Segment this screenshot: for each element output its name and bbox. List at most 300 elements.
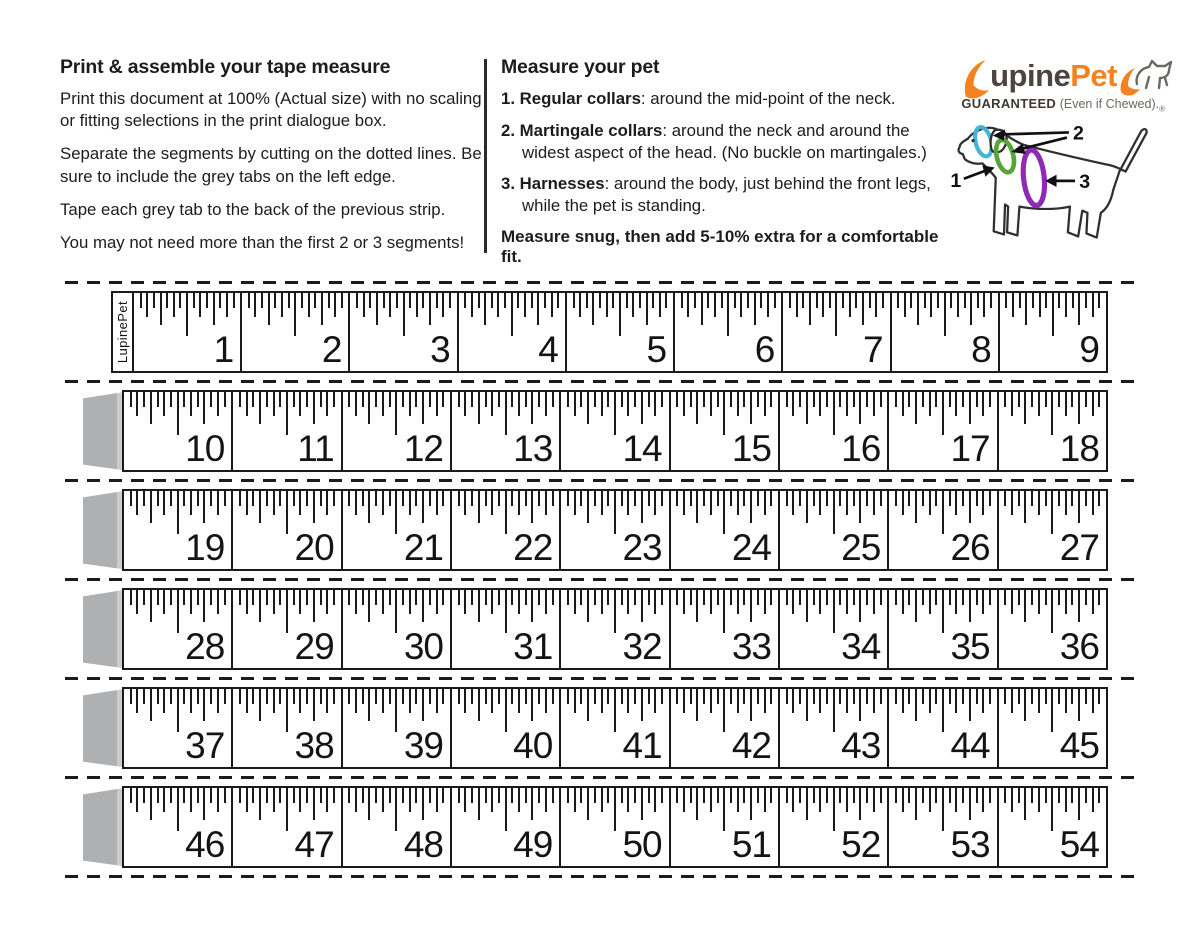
tick-mark xyxy=(497,293,499,316)
inch-cell xyxy=(780,788,889,866)
inch-number: 31 xyxy=(513,626,553,668)
tick-mark xyxy=(422,590,424,622)
tick-mark xyxy=(607,491,609,506)
tick-mark xyxy=(924,293,926,308)
inch-number: 52 xyxy=(841,824,881,866)
inch-number: 27 xyxy=(1059,527,1099,569)
tick-mark xyxy=(1018,689,1020,704)
tick-mark xyxy=(1045,590,1047,605)
tick-mark xyxy=(206,293,208,308)
tick-mark xyxy=(1011,689,1013,712)
tick-mark xyxy=(471,788,473,803)
tick-mark xyxy=(866,491,868,506)
inch-cell xyxy=(561,392,670,470)
tick-mark xyxy=(1072,293,1074,308)
tick-mark xyxy=(714,293,716,316)
ruler-segment xyxy=(65,687,1140,769)
tick-mark xyxy=(183,689,185,704)
tick-mark xyxy=(822,293,824,316)
tick-mark xyxy=(1065,392,1067,415)
inch-cell xyxy=(343,788,452,866)
tick-mark xyxy=(306,491,308,506)
tick-mark xyxy=(314,293,316,308)
tick-mark xyxy=(299,392,301,415)
tick-mark xyxy=(786,689,788,704)
tick-mark xyxy=(853,491,855,506)
tick-mark xyxy=(326,590,328,613)
tick-mark xyxy=(170,788,172,803)
dog-icon xyxy=(1119,58,1175,102)
tick-mark xyxy=(525,590,527,605)
tick-mark xyxy=(648,491,650,506)
tick-mark xyxy=(266,788,268,803)
tick-mark xyxy=(627,788,629,811)
inch-cell xyxy=(452,788,561,866)
guaranteed-text: GUARANTEED xyxy=(961,96,1057,111)
tick-mark xyxy=(607,392,609,407)
item-lead: Harnesses xyxy=(519,174,605,194)
tick-mark xyxy=(217,392,219,415)
tick-mark xyxy=(1024,590,1026,622)
tick-mark xyxy=(915,491,917,523)
tick-mark xyxy=(458,788,460,803)
tick-mark xyxy=(829,293,831,308)
tick-mark xyxy=(982,590,984,613)
tick-mark xyxy=(299,590,301,613)
tick-mark xyxy=(627,491,629,514)
tick-mark xyxy=(866,788,868,803)
tick-mark xyxy=(1085,590,1087,605)
tick-mark xyxy=(375,392,377,407)
tick-mark xyxy=(415,788,417,803)
tick-mark xyxy=(789,293,791,308)
tick-mark xyxy=(942,491,944,534)
tick-mark xyxy=(538,788,540,803)
tick-mark xyxy=(274,293,276,308)
tick-mark xyxy=(1092,590,1094,613)
tick-mark xyxy=(239,392,241,407)
tick-mark xyxy=(210,689,212,704)
tick-mark xyxy=(210,788,212,803)
brand-label-box xyxy=(113,293,134,371)
tick-mark xyxy=(217,590,219,613)
inch-cell xyxy=(889,392,998,470)
inch-number: 42 xyxy=(731,725,771,767)
tick-mark xyxy=(743,590,745,605)
tick-mark xyxy=(839,392,841,407)
tick-mark xyxy=(1018,392,1020,407)
tick-mark xyxy=(627,392,629,415)
tick-mark xyxy=(273,788,275,811)
tick-mark xyxy=(375,689,377,704)
inch-number: 41 xyxy=(622,725,662,767)
inch-number: 13 xyxy=(513,428,553,470)
inch-number: 30 xyxy=(403,626,443,668)
tick-mark xyxy=(252,491,254,506)
tick-mark xyxy=(619,293,621,336)
tick-mark xyxy=(538,689,540,704)
tick-mark xyxy=(246,392,248,415)
inch-number: 50 xyxy=(622,824,662,866)
tick-mark xyxy=(661,491,663,506)
tick-mark xyxy=(802,293,804,308)
tick-mark xyxy=(717,392,719,407)
tick-mark xyxy=(696,392,698,424)
tick-mark xyxy=(976,788,978,803)
tick-mark xyxy=(415,689,417,704)
tick-mark xyxy=(835,293,837,336)
tick-mark xyxy=(1005,293,1007,308)
inch-number: 26 xyxy=(950,527,990,569)
tick-mark xyxy=(614,689,616,732)
tick-mark xyxy=(880,788,882,803)
inch-cell xyxy=(780,689,889,767)
tick-mark xyxy=(313,590,315,622)
tick-mark xyxy=(632,293,634,316)
tick-mark xyxy=(177,590,179,633)
tick-mark xyxy=(839,689,841,704)
tick-mark xyxy=(982,491,984,514)
tick-mark xyxy=(942,590,944,633)
glue-tab xyxy=(83,590,123,668)
tick-mark xyxy=(626,293,628,308)
tick-mark xyxy=(333,590,335,605)
inch-cell xyxy=(452,491,561,569)
brand-and-diagram xyxy=(949,56,1183,254)
tick-mark xyxy=(703,491,705,506)
tick-mark xyxy=(809,293,811,325)
tick-mark xyxy=(498,590,500,605)
tick-mark xyxy=(813,689,815,704)
tick-mark xyxy=(648,590,650,605)
tick-mark xyxy=(976,491,978,506)
cut-line xyxy=(65,380,1140,383)
inch-cell xyxy=(452,392,561,470)
tick-mark xyxy=(538,590,540,605)
tick-mark xyxy=(839,590,841,605)
inch-cell xyxy=(124,392,233,470)
tick-mark xyxy=(313,689,315,721)
tick-mark xyxy=(375,788,377,803)
tick-mark xyxy=(1092,788,1094,811)
tick-mark xyxy=(806,392,808,424)
tick-mark xyxy=(969,491,971,523)
tick-mark xyxy=(676,491,678,506)
tick-mark xyxy=(368,788,370,820)
measuring-instructions xyxy=(487,56,949,267)
tick-mark xyxy=(859,491,861,523)
tick-mark xyxy=(308,293,310,316)
tick-mark xyxy=(415,590,417,605)
tick-mark xyxy=(955,590,957,613)
tick-mark xyxy=(1058,392,1060,407)
tick-mark xyxy=(737,590,739,613)
tick-mark xyxy=(701,293,703,325)
tick-mark xyxy=(356,293,358,308)
tick-mark xyxy=(518,788,520,811)
tick-mark xyxy=(157,689,159,704)
lupine-swoosh-icon xyxy=(964,58,990,100)
inch-number: 1 xyxy=(213,329,234,371)
tick-mark xyxy=(170,689,172,704)
tick-mark xyxy=(239,590,241,605)
tick-mark xyxy=(395,689,397,732)
inch-cell xyxy=(999,491,1106,569)
tick-mark xyxy=(743,689,745,704)
tick-mark xyxy=(683,491,685,514)
inch-cell xyxy=(999,788,1106,866)
tick-mark xyxy=(1071,491,1073,506)
inch-cell xyxy=(671,392,780,470)
tick-mark xyxy=(1024,788,1026,820)
tick-mark xyxy=(518,590,520,613)
tick-mark xyxy=(764,590,766,613)
tick-mark xyxy=(895,788,897,803)
cut-line xyxy=(65,479,1140,482)
tick-mark xyxy=(949,491,951,506)
inch-number: 44 xyxy=(950,725,990,767)
tick-mark xyxy=(949,788,951,803)
inch-number: 54 xyxy=(1059,824,1099,866)
tick-mark xyxy=(177,392,179,435)
tick-mark xyxy=(537,293,539,325)
inch-number: 35 xyxy=(950,626,990,668)
inch-cell xyxy=(134,293,242,371)
tick-mark xyxy=(402,491,404,506)
tick-mark xyxy=(383,293,385,308)
tick-mark xyxy=(179,293,181,308)
tick-mark xyxy=(792,689,794,712)
tick-mark xyxy=(770,392,772,407)
tick-mark xyxy=(723,590,725,633)
tick-mark xyxy=(362,392,364,407)
tick-mark xyxy=(1078,788,1080,820)
tick-mark xyxy=(409,590,411,613)
tick-mark xyxy=(922,392,924,407)
tick-mark xyxy=(1024,689,1026,721)
tick-mark xyxy=(246,491,248,514)
tick-mark xyxy=(293,491,295,506)
tick-mark xyxy=(964,293,966,308)
tick-mark xyxy=(962,392,964,407)
tick-mark xyxy=(409,788,411,811)
tick-mark xyxy=(587,689,589,721)
inch-number: 14 xyxy=(622,428,662,470)
tick-mark xyxy=(279,689,281,704)
tick-mark xyxy=(1045,491,1047,506)
tick-mark xyxy=(259,590,261,622)
tick-mark xyxy=(846,590,848,613)
inch-number: 23 xyxy=(622,527,662,569)
tick-mark xyxy=(873,590,875,613)
tick-mark xyxy=(320,392,322,407)
tick-mark xyxy=(239,689,241,704)
tick-mark xyxy=(531,293,533,308)
tick-mark xyxy=(833,491,835,534)
tick-mark xyxy=(567,590,569,605)
tick-mark xyxy=(190,689,192,712)
tick-mark xyxy=(707,293,709,308)
tick-mark xyxy=(1051,689,1053,732)
tick-mark xyxy=(252,689,254,704)
inch-cell xyxy=(889,788,998,866)
inch-cell xyxy=(233,788,342,866)
tick-mark xyxy=(750,689,752,721)
inch-cell xyxy=(124,590,233,668)
tick-mark xyxy=(491,392,493,415)
inch-cell xyxy=(452,689,561,767)
tick-mark xyxy=(641,590,643,622)
tick-mark xyxy=(743,491,745,506)
tick-mark xyxy=(478,392,480,424)
tick-mark xyxy=(203,788,205,820)
inch-cell xyxy=(561,788,670,866)
tick-mark xyxy=(866,689,868,704)
tick-mark xyxy=(910,293,912,308)
tick-mark xyxy=(150,590,152,622)
tick-mark xyxy=(1018,788,1020,803)
tick-mark xyxy=(130,491,132,506)
tick-mark xyxy=(266,689,268,704)
tick-mark xyxy=(580,788,582,803)
assembly-paragraph: Print this document at 100% (Actual size) with no scaling or fitting selections in the print dialogue box. xyxy=(60,89,482,131)
tick-mark xyxy=(683,392,685,415)
inch-cell xyxy=(999,689,1106,767)
tick-mark xyxy=(723,689,725,732)
tick-mark xyxy=(723,788,725,831)
tick-mark xyxy=(917,293,919,325)
tick-mark xyxy=(915,392,917,424)
tick-mark xyxy=(587,491,589,523)
tick-mark xyxy=(654,590,656,613)
tick-mark xyxy=(478,293,480,308)
inch-cell xyxy=(999,392,1106,470)
tick-mark xyxy=(333,491,335,506)
tick-mark xyxy=(150,392,152,424)
tick-mark xyxy=(409,491,411,514)
tick-mark xyxy=(552,491,554,506)
tick-mark xyxy=(1085,293,1087,308)
item-text: : around the body, just behind the front legs, while the pet is standing. xyxy=(522,174,931,216)
tick-mark xyxy=(429,590,431,605)
tick-mark xyxy=(355,590,357,613)
tick-mark xyxy=(369,293,371,308)
tick-mark xyxy=(813,491,815,506)
tick-mark xyxy=(592,293,594,325)
tick-mark xyxy=(1058,788,1060,803)
tick-mark xyxy=(478,590,480,622)
item-number: 1. xyxy=(501,89,515,108)
tick-mark xyxy=(246,689,248,712)
tick-mark xyxy=(652,293,654,308)
tick-mark xyxy=(416,293,418,316)
tick-mark xyxy=(517,293,519,308)
tick-mark xyxy=(177,689,179,732)
tick-mark xyxy=(970,293,972,325)
tick-mark xyxy=(143,590,145,605)
cut-line xyxy=(65,776,1140,779)
tick-mark xyxy=(717,491,719,506)
inch-number: 43 xyxy=(841,725,881,767)
tick-mark xyxy=(915,590,917,622)
tick-mark xyxy=(902,392,904,415)
tick-mark xyxy=(770,590,772,605)
tick-mark xyxy=(210,491,212,506)
tick-mark xyxy=(402,590,404,605)
tick-mark xyxy=(696,689,698,721)
tick-mark xyxy=(661,392,663,407)
tick-mark xyxy=(1065,293,1067,316)
tick-mark xyxy=(375,590,377,605)
tick-mark xyxy=(333,689,335,704)
tick-mark xyxy=(935,689,937,704)
tick-mark xyxy=(846,788,848,811)
tick-mark xyxy=(389,788,391,803)
tick-mark xyxy=(915,689,917,721)
tick-mark xyxy=(621,392,623,407)
tick-mark xyxy=(368,491,370,523)
tick-mark xyxy=(293,392,295,407)
tick-mark xyxy=(436,293,438,308)
inch-number: 40 xyxy=(513,725,553,767)
tick-mark xyxy=(962,689,964,704)
tick-mark xyxy=(641,491,643,523)
tick-mark xyxy=(224,590,226,605)
tick-mark xyxy=(409,293,411,308)
tick-mark xyxy=(1071,788,1073,803)
tick-mark xyxy=(203,689,205,721)
inch-cell xyxy=(242,293,350,371)
tick-mark xyxy=(621,590,623,605)
tick-mark xyxy=(545,392,547,415)
tick-mark xyxy=(607,590,609,605)
tick-mark xyxy=(580,392,582,407)
tick-mark xyxy=(333,392,335,407)
inch-cell xyxy=(892,293,1000,371)
inch-cell xyxy=(233,392,342,470)
tick-mark xyxy=(199,293,201,316)
tick-mark xyxy=(279,788,281,803)
tick-mark xyxy=(786,491,788,506)
tick-mark xyxy=(757,689,759,704)
tick-mark xyxy=(471,392,473,407)
tick-mark xyxy=(382,392,384,415)
tick-mark xyxy=(696,590,698,622)
tick-mark xyxy=(531,689,533,721)
tick-mark xyxy=(498,788,500,803)
tick-mark xyxy=(484,293,486,325)
tick-mark xyxy=(690,392,692,407)
tick-mark xyxy=(606,293,608,316)
tick-mark xyxy=(458,392,460,407)
inch-number: 48 xyxy=(403,824,443,866)
tick-mark xyxy=(989,491,991,506)
tick-mark xyxy=(882,293,884,308)
tick-mark xyxy=(389,293,391,316)
inch-cell xyxy=(780,392,889,470)
tick-mark xyxy=(1092,293,1094,316)
tick-mark xyxy=(750,788,752,820)
tick-mark xyxy=(246,788,248,811)
tick-mark xyxy=(754,293,756,325)
tick-mark xyxy=(989,689,991,704)
tick-mark xyxy=(750,590,752,622)
tick-mark xyxy=(895,491,897,506)
tick-mark xyxy=(621,788,623,803)
tick-mark xyxy=(136,788,138,811)
tick-mark xyxy=(935,590,937,605)
inch-cell xyxy=(780,491,889,569)
